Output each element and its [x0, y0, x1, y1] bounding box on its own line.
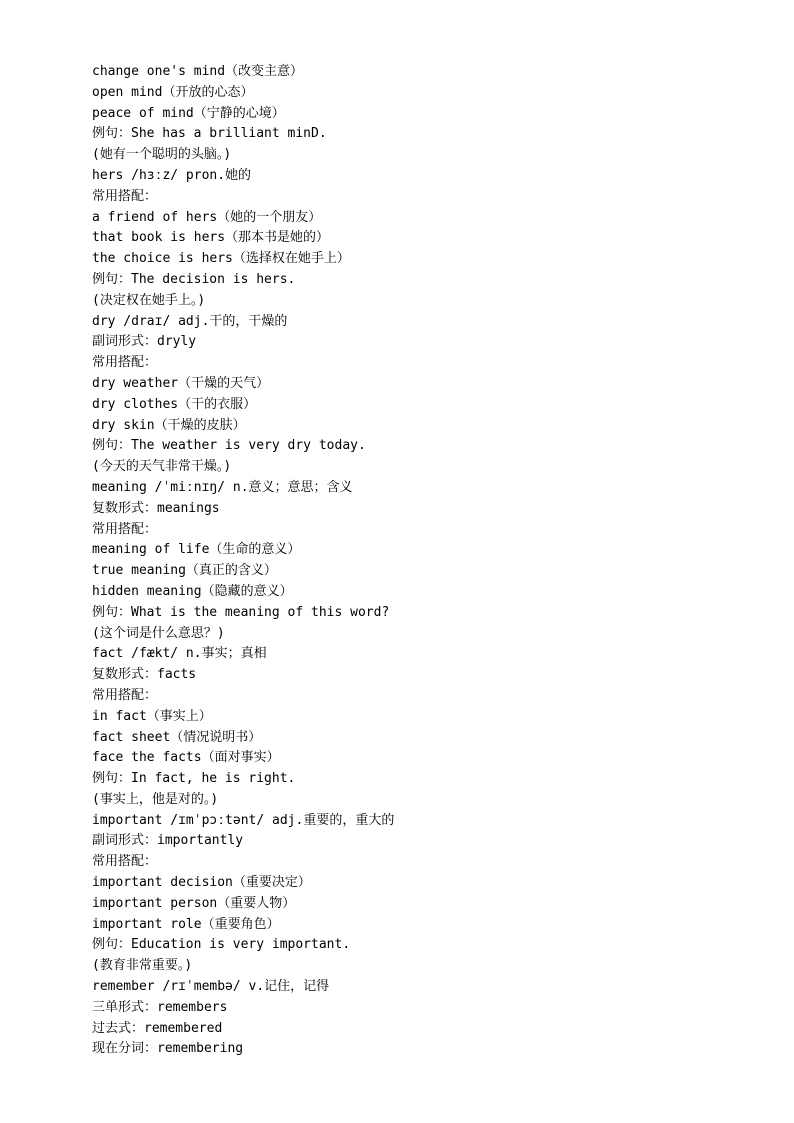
text-line: peace of mind（宁静的心境） — [92, 105, 285, 121]
text-line: 例句：Education is very important. — [92, 937, 351, 953]
text-line: (这个词是什么意思？) — [92, 625, 225, 641]
text-line: 常用搭配： — [92, 687, 158, 703]
text-line: 现在分词：remembering — [92, 1041, 244, 1057]
text-line: true meaning（真正的含义） — [92, 563, 277, 579]
text-line: hers /hɜːz/ pron.她的 — [92, 167, 252, 183]
text-line: important role（重要角色） — [92, 916, 280, 932]
text-line: 例句：What is the meaning of this word? — [92, 604, 390, 620]
text-line: important decision（重要决定） — [92, 875, 311, 891]
text-line: meaning of life（生命的意义） — [92, 542, 301, 558]
text-line: fact sheet（情况说明书） — [92, 729, 262, 745]
text-line: that book is hers（那本书是她的） — [92, 230, 330, 246]
text-line: 副词形式：importantly — [92, 833, 244, 849]
text-line: fact /fækt/ n.事实；真相 — [92, 646, 267, 662]
text-line: 常用搭配： — [92, 854, 158, 870]
text-line: 例句：The weather is very dry today. — [92, 438, 366, 454]
text-line: dry /draɪ/ adj.干的，干燥的 — [92, 313, 288, 329]
text-line: the choice is hers（选择权在她手上） — [92, 251, 350, 267]
text-line: important /ɪmˈpɔːtənt/ adj.重要的，重大的 — [92, 812, 395, 828]
text-line: dry skin（干燥的皮肤） — [92, 417, 246, 433]
text-line: hidden meaning（隐藏的意义） — [92, 583, 293, 599]
text-line: face the facts（面对事实） — [92, 750, 280, 766]
text-line: dry clothes（干的衣服） — [92, 396, 257, 412]
text-line: (事实上，他是对的。) — [92, 791, 219, 807]
text-line: (决定权在她手上。) — [92, 292, 206, 308]
text-line: 复数形式：facts — [92, 667, 197, 683]
text-line: 例句：In fact, he is right. — [92, 771, 296, 787]
text-line: important person（重要人物） — [92, 895, 296, 911]
text-line: 副词形式：dryly — [92, 334, 197, 350]
text-line: (她有一个聪明的头脑。) — [92, 147, 232, 163]
vocabulary-list — [92, 62, 752, 1060]
text-line: 复数形式：meanings — [92, 500, 220, 516]
text-line: remember /rɪˈmembə/ v.记住，记得 — [92, 979, 330, 995]
text-line: (今天的天气非常干燥。) — [92, 459, 232, 475]
text-line: 常用搭配： — [92, 355, 158, 371]
text-line: 例句：The decision is hers. — [92, 271, 296, 287]
text-line: (教育非常重要。) — [92, 958, 193, 974]
text-line: a friend of hers（她的一个朋友） — [92, 209, 322, 225]
text-line: 过去式：remembered — [92, 1020, 223, 1036]
text-line: dry weather（干燥的天气） — [92, 375, 270, 391]
text-line: in fact（事实上） — [92, 708, 212, 724]
text-line: open mind（开放的心态） — [92, 84, 254, 100]
text-line: 例句：She has a brilliant minD. — [92, 126, 327, 142]
text-line: 常用搭配： — [92, 521, 158, 537]
text-line: change one's mind（改变主意） — [92, 64, 304, 79]
text-line: meaning /ˈmiːnɪŋ/ n.意义；意思；含义 — [92, 479, 353, 495]
text-line: 常用搭配： — [92, 188, 158, 204]
text-line: 三单形式：remembers — [92, 999, 228, 1015]
